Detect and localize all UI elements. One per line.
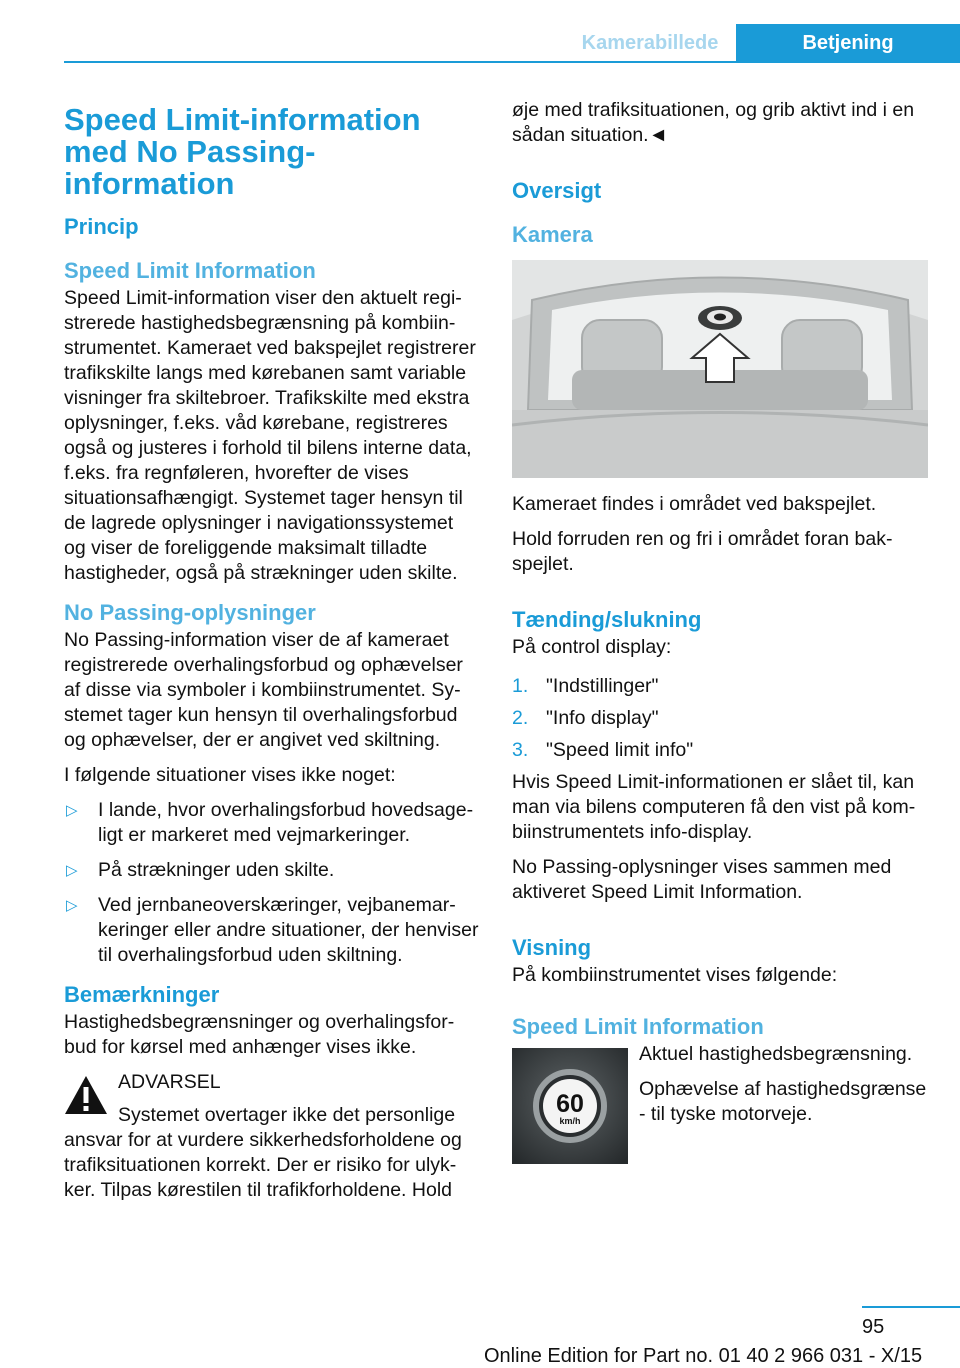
speed-sign-unit: km/h	[559, 1116, 581, 1126]
list-item: ▷ I lande, hvor overhalingsforbud hovedsageligt er markeret med vejmarkeringer.	[66, 799, 474, 846]
heading-kamera: Kamera	[512, 222, 593, 247]
paragraph-situations-intro: I følgende situationer vises ikke noget:	[64, 764, 396, 786]
paragraph-no-passing: No Passing-information viser de af kameraet registrerede overhalingsforbud og ophævelser af disse via symboler i kombiinstrumentet. Systemet tager kun hensyn til overhalingsforbud og ophævelser, der er angivet ved skiltning.	[64, 629, 463, 751]
triangle-bullet-icon: ▷	[66, 802, 78, 819]
page-title: Speed Limit-information med No Passing-information	[64, 102, 421, 201]
settings-steps	[512, 674, 930, 763]
heading-oversigt: Oversigt	[512, 178, 602, 203]
camera-note: Hold forruden ren og fri i området foran bakspejlet.	[512, 528, 893, 575]
list-item: 3. "Speed limit info"	[512, 739, 694, 761]
tab-kamerabillede[interactable]: Kamerabillede	[581, 32, 719, 54]
triangle-bullet-icon: ▷	[66, 897, 78, 914]
speed-item-current: Aktuel hastighedsbegrænsning.	[639, 1043, 913, 1065]
heading-bemaerkninger: Bemærkninger	[64, 982, 220, 1007]
warning-triangle-icon	[64, 1074, 108, 1116]
list-item: ▷ På strækninger uden skilte.	[66, 859, 335, 881]
heading-visning: Visning	[512, 935, 592, 960]
heading-speed-limit-information: Speed Limit Information	[64, 258, 316, 283]
camera-location-image	[512, 260, 928, 478]
left-column	[64, 98, 480, 1211]
heading-no-passing: No Passing-oplysninger	[64, 600, 316, 625]
list-item: 2. "Info display"	[512, 707, 659, 729]
footer-edition: Online Edition for Part no. 01 40 2 966 031 - X/15	[484, 1345, 923, 1367]
warning-block	[64, 1070, 480, 1203]
camera-caption: Kameraet findes i området ved bakspejlet.	[512, 493, 877, 515]
paragraph-onoff-2: No Passing-oplysninger vises sammen med aktiveret Speed Limit Information.	[512, 856, 892, 903]
triangle-bullet-icon: ▷	[66, 862, 78, 879]
heading-speed-limit-info-display: Speed Limit Information	[512, 1014, 764, 1039]
paragraph-notes: Hastighedsbegrænsninger og overhalingsforbud for kørsel med anhænger vises ikke.	[64, 1011, 455, 1058]
speed-limit-row	[512, 1042, 930, 1162]
paragraph-control-display: På control display:	[512, 636, 672, 658]
header-rule	[64, 61, 960, 63]
tab-betjening[interactable]: Betjening	[736, 24, 960, 63]
paragraph-sli: Speed Limit-information viser den aktuelt registrerede hastighedsbegrænsning på kombiinstrumentet. Kameraet ved bakspejlet registrerer trafikskilte langs med kørebanen samt variable visninger fra skiltebroer. Trafikskilte med ekstra oplysninger, f.eks. våd kørebane, registreres også og justeres i forhold til bilens interne data, f.eks. fra regnføleren, hvorefter de vises situationsafhængigt. Systemet tager hensyn til de lagrede oplysninger i navigationssystemet og viser de foreliggende maksimalt tilladte hastigheder, også på strækninger uden skilte.	[64, 287, 476, 584]
speed-limit-text	[639, 1042, 930, 1137]
right-column	[512, 98, 930, 1162]
speed-limit-sign-image	[512, 1048, 628, 1164]
heading-taending-slukning: Tænding/slukning	[512, 607, 702, 632]
warning-label: ADVARSEL	[118, 1071, 221, 1093]
paragraph-continued: øje med trafiksituationen, og grib aktivt ind i en sådan situation.◄	[512, 99, 915, 146]
speed-item-cancel: Ophævelse af hastighedsgrænse - til tyske motorveje.	[639, 1078, 927, 1125]
heading-princip: Princip	[64, 214, 139, 239]
page-number: 95	[862, 1316, 885, 1338]
paragraph-onoff: Hvis Speed Limit-informationen er slået til, kan man via bilens computeren få den vist på kombiinstrumentets info-display.	[512, 771, 916, 843]
footer-rule	[862, 1306, 960, 1308]
situations-list	[64, 798, 480, 968]
warning-text: Systemet overtager ikke det personlige ansvar for at vurdere sikkerhedsforholdene og trafiksituationen korrekt. Der er risiko for ulykker. Tilpas kørestilen til trafikforholdene. Hold	[64, 1104, 462, 1201]
paragraph-display-intro: På kombiinstrumentet vises følgende:	[512, 964, 838, 986]
speed-sign-value: 60	[556, 1090, 584, 1118]
list-item: 1. "Indstillinger"	[512, 675, 659, 697]
list-item: ▷ Ved jernbaneoverskæringer, vejbanemarkeringer eller andre situationer, der henviser til overhalingsforbud uden skiltning.	[66, 894, 479, 966]
